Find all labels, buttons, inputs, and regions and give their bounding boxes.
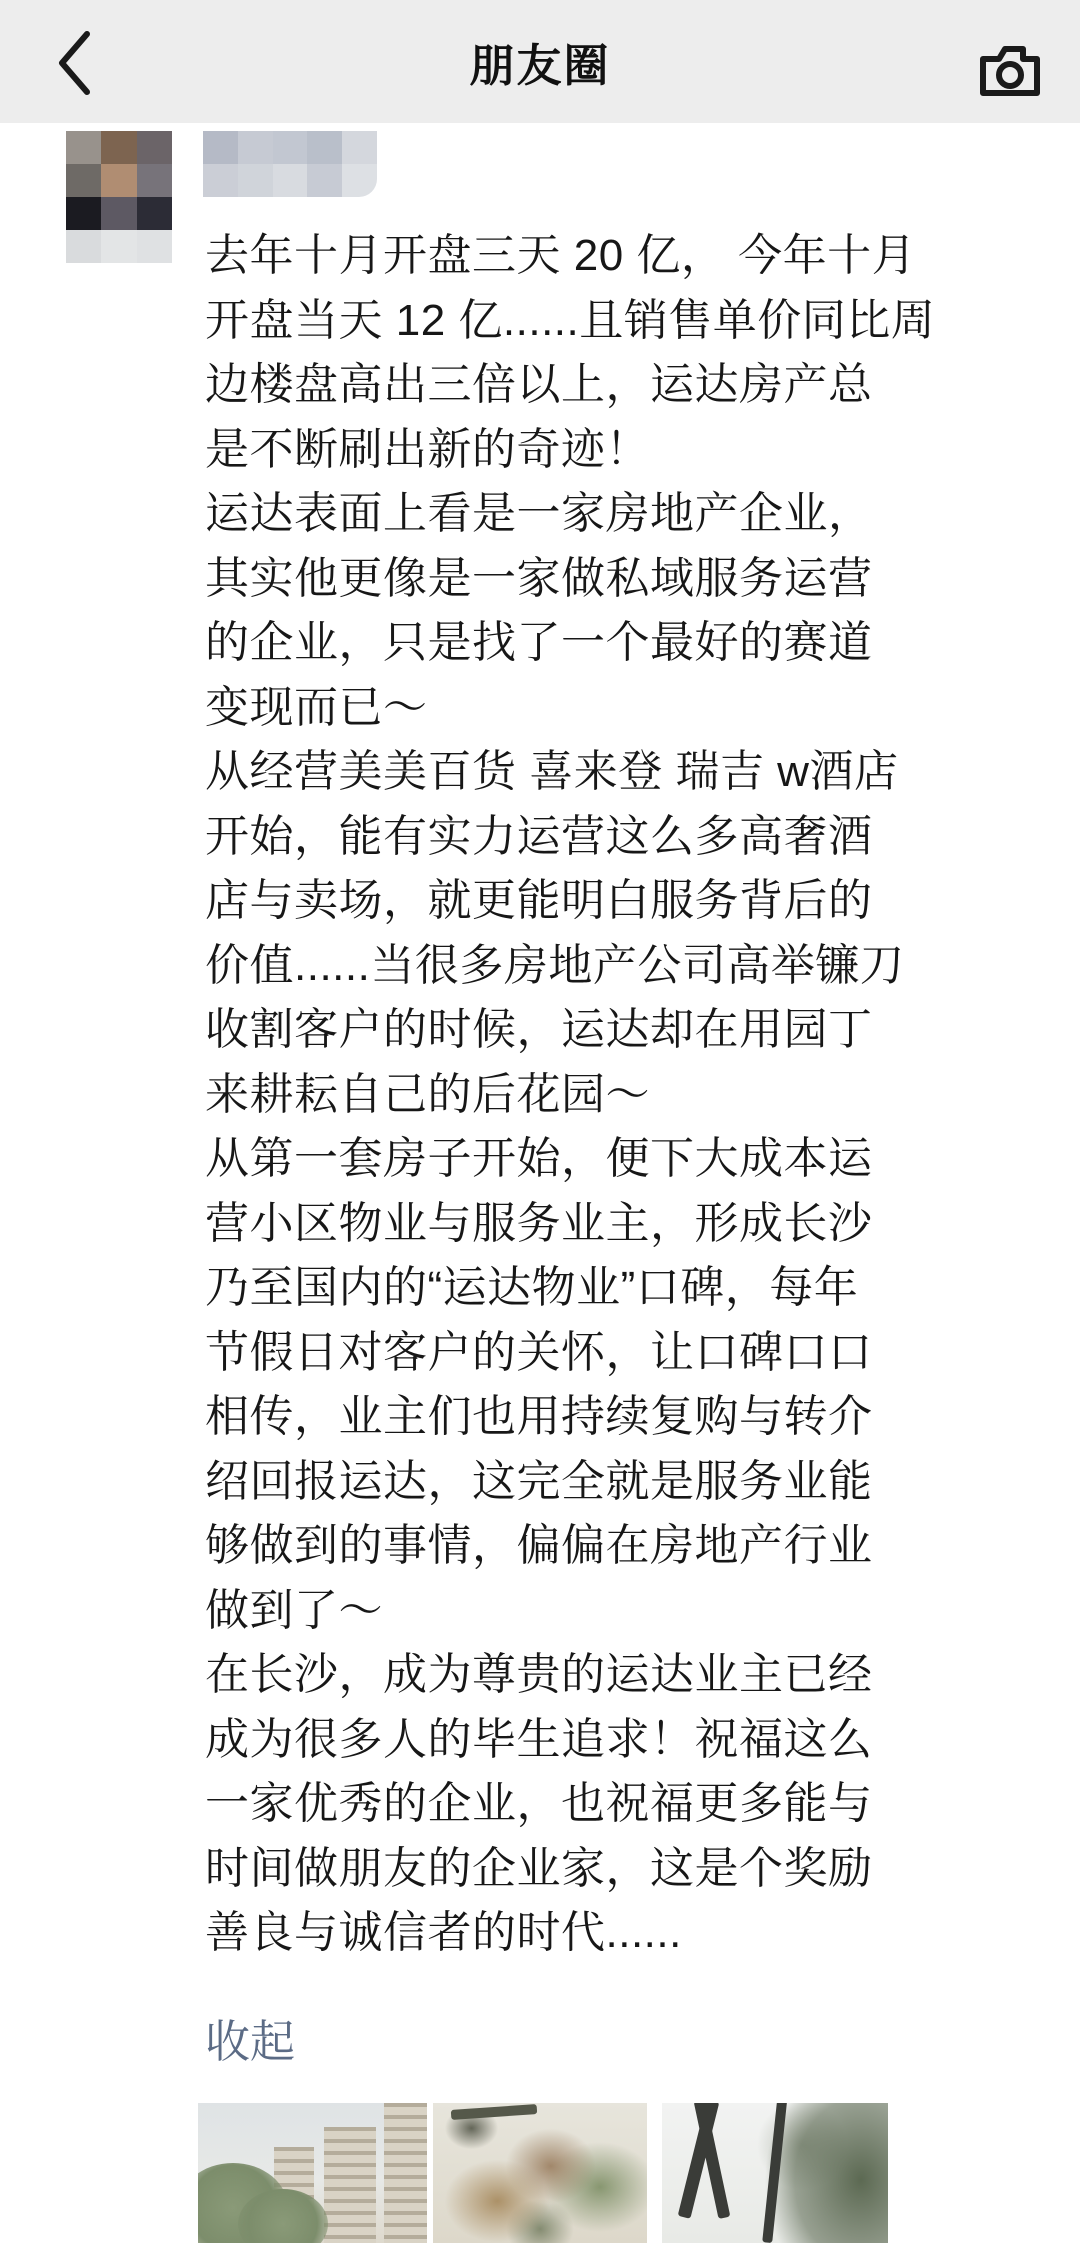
post-text-line: 开始，能有实力运营这么多高奢酒 bbox=[205, 811, 873, 861]
post-text-line: 营小区物业与服务业主，形成长沙 bbox=[205, 1198, 873, 1248]
post-text-line: 绍回报运达，这完全就是服务业能 bbox=[205, 1456, 873, 1506]
post-text-line: 从第一套房子开始，便下大成本运 bbox=[205, 1134, 873, 1183]
chevron-left-icon bbox=[55, 29, 93, 100]
post-text-line: 节假日对客户的关怀，让口碑口口 bbox=[205, 1327, 873, 1377]
mosaic-cell bbox=[137, 164, 172, 197]
collapse-link[interactable]: 收起 bbox=[205, 2016, 296, 2067]
mosaic-cell bbox=[137, 230, 172, 263]
tree-trunk bbox=[762, 2103, 788, 2243]
mosaic-cell bbox=[137, 197, 172, 230]
post-text-line: 从经营美美百货 喜来登 瑞吉 w酒店 bbox=[205, 747, 899, 796]
mosaic-cell bbox=[342, 131, 377, 164]
post-text-line: 做到了～ bbox=[205, 1585, 383, 1635]
post-text-line: 边楼盘高出三倍以上，运达房产总 bbox=[205, 360, 873, 409]
mosaic-cell bbox=[101, 164, 136, 197]
building-facade bbox=[324, 2127, 376, 2243]
mosaic-cell bbox=[137, 131, 172, 164]
mosaic-cell bbox=[238, 131, 273, 164]
mosaic-cell bbox=[238, 164, 273, 197]
mosaic-cell bbox=[66, 131, 101, 164]
mosaic-cell bbox=[66, 164, 101, 197]
page-title: 朋友圈 bbox=[469, 40, 611, 91]
mosaic-cell bbox=[101, 230, 136, 263]
post-text-line: 是不断刷出新的奇迹！ bbox=[205, 424, 650, 474]
avatar[interactable] bbox=[66, 131, 172, 263]
pergola-beam bbox=[451, 2104, 537, 2120]
mosaic-cell bbox=[307, 131, 342, 164]
mosaic-cell bbox=[203, 164, 238, 197]
post-text-line: 善良与诚信者的时代...... bbox=[205, 1908, 682, 1957]
post-text-line: 的企业，只是找了一个最好的赛道 bbox=[205, 618, 873, 667]
post-text-line: 相传，业主们也用持续复购与转介 bbox=[205, 1392, 873, 1441]
camera-icon bbox=[979, 43, 1041, 100]
building-facade bbox=[384, 2103, 427, 2243]
mosaic-cell bbox=[342, 164, 377, 197]
post-text-line: 价值......当很多房地产公司高举镰刀 bbox=[205, 940, 905, 990]
mosaic-cell bbox=[203, 131, 238, 164]
post-text-line: 开盘当天 12 亿......且销售单价同比周 bbox=[205, 295, 936, 345]
post-text-line: 店与卖场，就更能明白服务背后的 bbox=[205, 876, 873, 925]
post-text-line: 去年十月开盘三天 20 亿， 今年十月 bbox=[205, 231, 917, 280]
post-text-line: 乃至国内的“运达物业”口碑，每年 bbox=[205, 1263, 859, 1312]
post-text-line: 其实他更像是一家做私域服务运营 bbox=[205, 553, 873, 603]
back-button[interactable] bbox=[44, 22, 104, 106]
nav-bar bbox=[0, 0, 1080, 123]
mosaic-cell bbox=[307, 164, 342, 197]
mosaic-cell bbox=[101, 197, 136, 230]
post-text-line: 来耕耘自己的后花园～ bbox=[205, 1069, 650, 1119]
mosaic-cell bbox=[273, 131, 308, 164]
camera-button[interactable] bbox=[972, 36, 1048, 106]
mosaic-cell bbox=[101, 131, 136, 164]
post-text-line: 一家优秀的企业，也祝福更多能与 bbox=[205, 1779, 873, 1828]
mosaic-cell bbox=[273, 164, 308, 197]
post-text bbox=[205, 224, 1035, 1966]
post-text-line: 在长沙，成为尊贵的运达业主已经 bbox=[205, 1650, 873, 1699]
photo-thumbnail-1[interactable] bbox=[198, 2103, 427, 2243]
post-text-line: 够做到的事情，偏偏在房地产行业 bbox=[205, 1521, 873, 1570]
photo-thumbnail-2[interactable] bbox=[433, 2103, 647, 2243]
photo-thumbnail-3[interactable] bbox=[662, 2103, 888, 2243]
post-text-line: 运达表面上看是一家房地产企业， bbox=[205, 489, 873, 538]
post-text-line: 变现而已～ bbox=[205, 682, 428, 732]
user-name-mosaic[interactable] bbox=[203, 131, 377, 197]
post-text-line: 成为很多人的毕生追求！祝福这么 bbox=[205, 1714, 873, 1764]
post-text-line: 收割客户的时候，运达却在用园丁 bbox=[205, 1005, 873, 1054]
mosaic-cell bbox=[66, 197, 101, 230]
mosaic-cell bbox=[66, 230, 101, 263]
post-text-line: 时间做朋友的企业家，这是个奖励 bbox=[205, 1843, 873, 1893]
